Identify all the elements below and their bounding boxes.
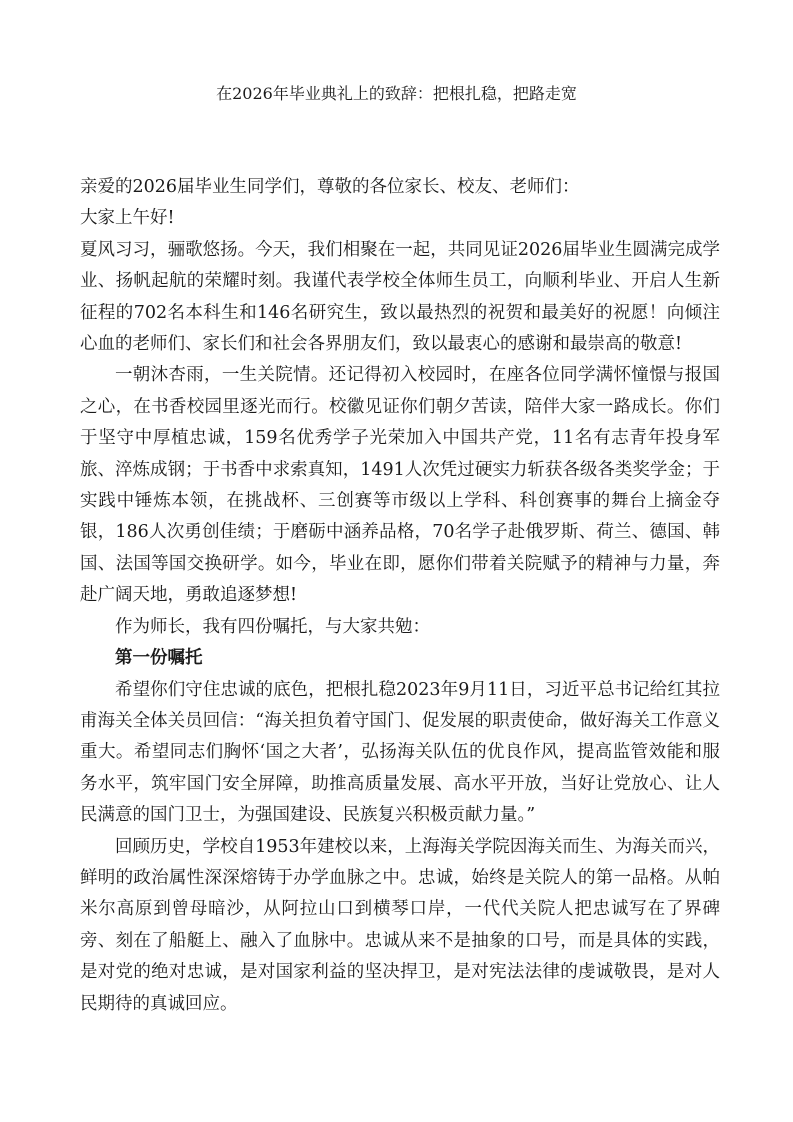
paragraph-four-entrustments: 作为师长，我有四份嘱托，与大家共勉： — [115, 616, 430, 637]
paragraph-loyalty: 希望你们守住忠诚的底色，把根扎稳2023年9月11日，习近平总书记给红其拉甫海关全体关员回信：“海关担负着守国门、促发展的职责使命，做好海关工作意义重大。希望同志们胸怀‘国之大者’，弘扬海关队伍的优良作风，提高监管效能和服务水平，筑牢国门安全屏障，助推高质量发展、高水平开放，当好让党放心、让人民满意的国门卫士，为强国建设、民族复兴积极贡献力量。” — [80, 679, 720, 826]
salutation: 亲爱的2026届毕业生同学们，尊敬的各位家长、校友、老师们： — [80, 177, 580, 197]
section-heading-first-entrustment: 第一份嘱托 — [115, 648, 203, 669]
paragraph-opening: 夏风习习，骊歌悠扬。今天，我们相聚在一起，共同见证2026届毕业生圆满完成学业、扬帆起航的荣耀时刻。我谨代表学校全体师生员工，向顺利毕业、开启人生新征程的702名本科生和146名研究生，致以最热烈的祝贺和最美好的祝愿！向倾注心血的老师们、家长们和社会各界朋友们，致以最衷心的感谢和最崇高的敬意! — [80, 239, 720, 355]
greeting: 大家上午好! — [80, 208, 175, 229]
paragraph-memories: 一朝沐杏雨，一生关院情。还记得初入校园时，在座各位同学满怀憧憬与报国之心，在书香校园里逐光而行。校徽见证你们朝夕苦读，陪伴大家一路成长。你们于坚守中厚植忠诚，159名优秀学子光荣加入中国共产党，11名有志青年投身军旅、淬炼成钢；于书香中求索真知，1491人次凭过硬实力斩获各级各类奖学金；于实践中锤炼本领，在挑战杯、三创赛等市级以上学科、科创赛事的舞台上摘金夺银，186人次勇创佳绩；于磨砺中涵养品格，70名学子赴俄罗斯、荷兰、德国、韩国、法国等国交换研学。如今，毕业在即，愿你们带着关院赋予的精神与力量，奔赴广阔天地，勇敢追逐梦想! — [80, 365, 720, 606]
document-title: 在2026年毕业典礼上的致辞：把根扎稳，把路走宽 — [216, 84, 577, 103]
paragraph-history: 回顾历史，学校自1953年建校以来，上海海关学院因海关而生、为海关而兴，鲜明的政治属性深深熔铸于办学血脉之中。忠诚，始终是关院人的第一品格。从帕米尔高原到曾母暗沙，从阿拉山口到横琴口岸，一代代关院人把忠诚写在了界碑旁、刻在了船艇上、融入了血脉中。忠诚从来不是抽象的口号，而是具体的实践，是对党的绝对忠诚，是对国家利益的坚决捍卫，是对宪法法律的虔诚敬畏，是对人民期待的真诚回应。 — [80, 836, 720, 1014]
document-body — [80, 172, 720, 1020]
